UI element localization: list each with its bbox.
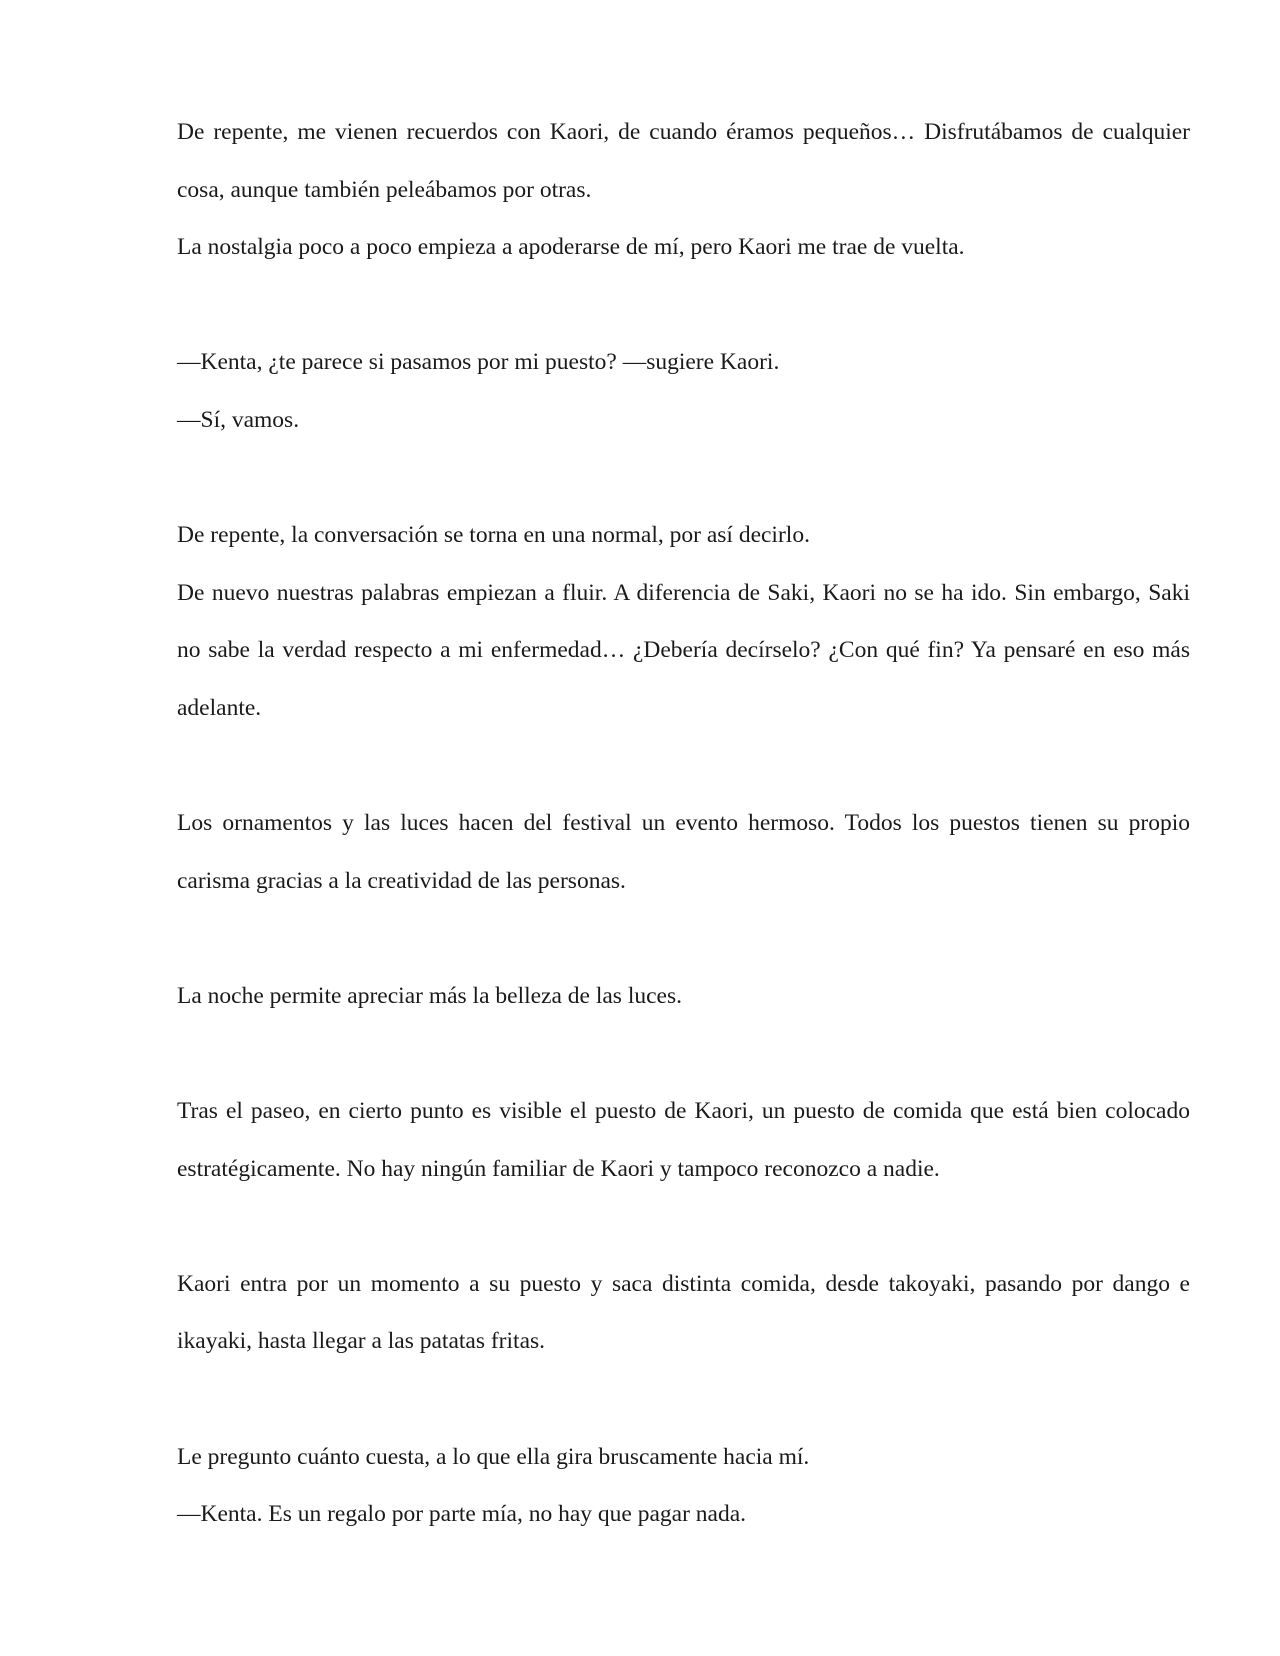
paragraph-gap (177, 1371, 1190, 1429)
paragraph: De nuevo nuestras palabras empiezan a fluir. A diferencia de Saki, Kaori no se ha ido. Sin embargo, Saki no sabe la verdad respecto a mi enfermedad… ¿Debería decírselo? ¿Con qué fin? Ya pensaré en eso más adelante. (177, 579, 1190, 721)
paragraph: Los ornamentos y las luces hacen del festival un evento hermoso. Todos los puestos tienen su propio carisma gracias a la creatividad de las personas. (177, 810, 1190, 894)
paragraph-gap (177, 450, 1190, 508)
paragraph-gap (177, 910, 1190, 968)
paragraph-gap (177, 1026, 1190, 1084)
document-body (177, 104, 1190, 1544)
paragraph: Tras el paseo, en cierto punto es visible el puesto de Kaori, un puesto de comida que está bien colocado estratégicamente. No hay ningún familiar de Kaori y tampoco reconozco a nadie. (177, 1098, 1190, 1182)
paragraph: De repente, la conversación se torna en una normal, por así decirlo. (177, 522, 810, 549)
paragraph: Kaori entra por un momento a su puesto y saca distinta comida, desde takoyaki, pasando por dango e ikayaki, hasta llegar a las patatas fritas. (177, 1270, 1190, 1355)
paragraph-gap (177, 1198, 1190, 1256)
paragraph: La noche permite apreciar más la belleza de las luces. (177, 982, 682, 1009)
paragraph: De repente, me vienen recuerdos con Kaori, de cuando éramos pequeños… Disfrutábamos de cualquier cosa, aunque también peleábamos por otras. (177, 119, 1190, 203)
paragraph-gap (177, 738, 1190, 796)
dialogue-line: —Kenta. Es un regalo por parte mía, no hay que pagar nada. (177, 1501, 747, 1528)
paragraph: La nostalgia poco a poco empieza a apoderarse de mí, pero Kaori me trae de vuelta. (177, 234, 965, 261)
paragraph: Le pregunto cuánto cuesta, a lo que ella gira bruscamente hacia mí. (177, 1443, 810, 1470)
dialogue-line: —Sí, vamos. (177, 406, 300, 433)
paragraph-gap (177, 277, 1190, 335)
dialogue-line: —Kenta, ¿te parece si pasamos por mi puesto? —sugiere Kaori. (177, 349, 780, 376)
